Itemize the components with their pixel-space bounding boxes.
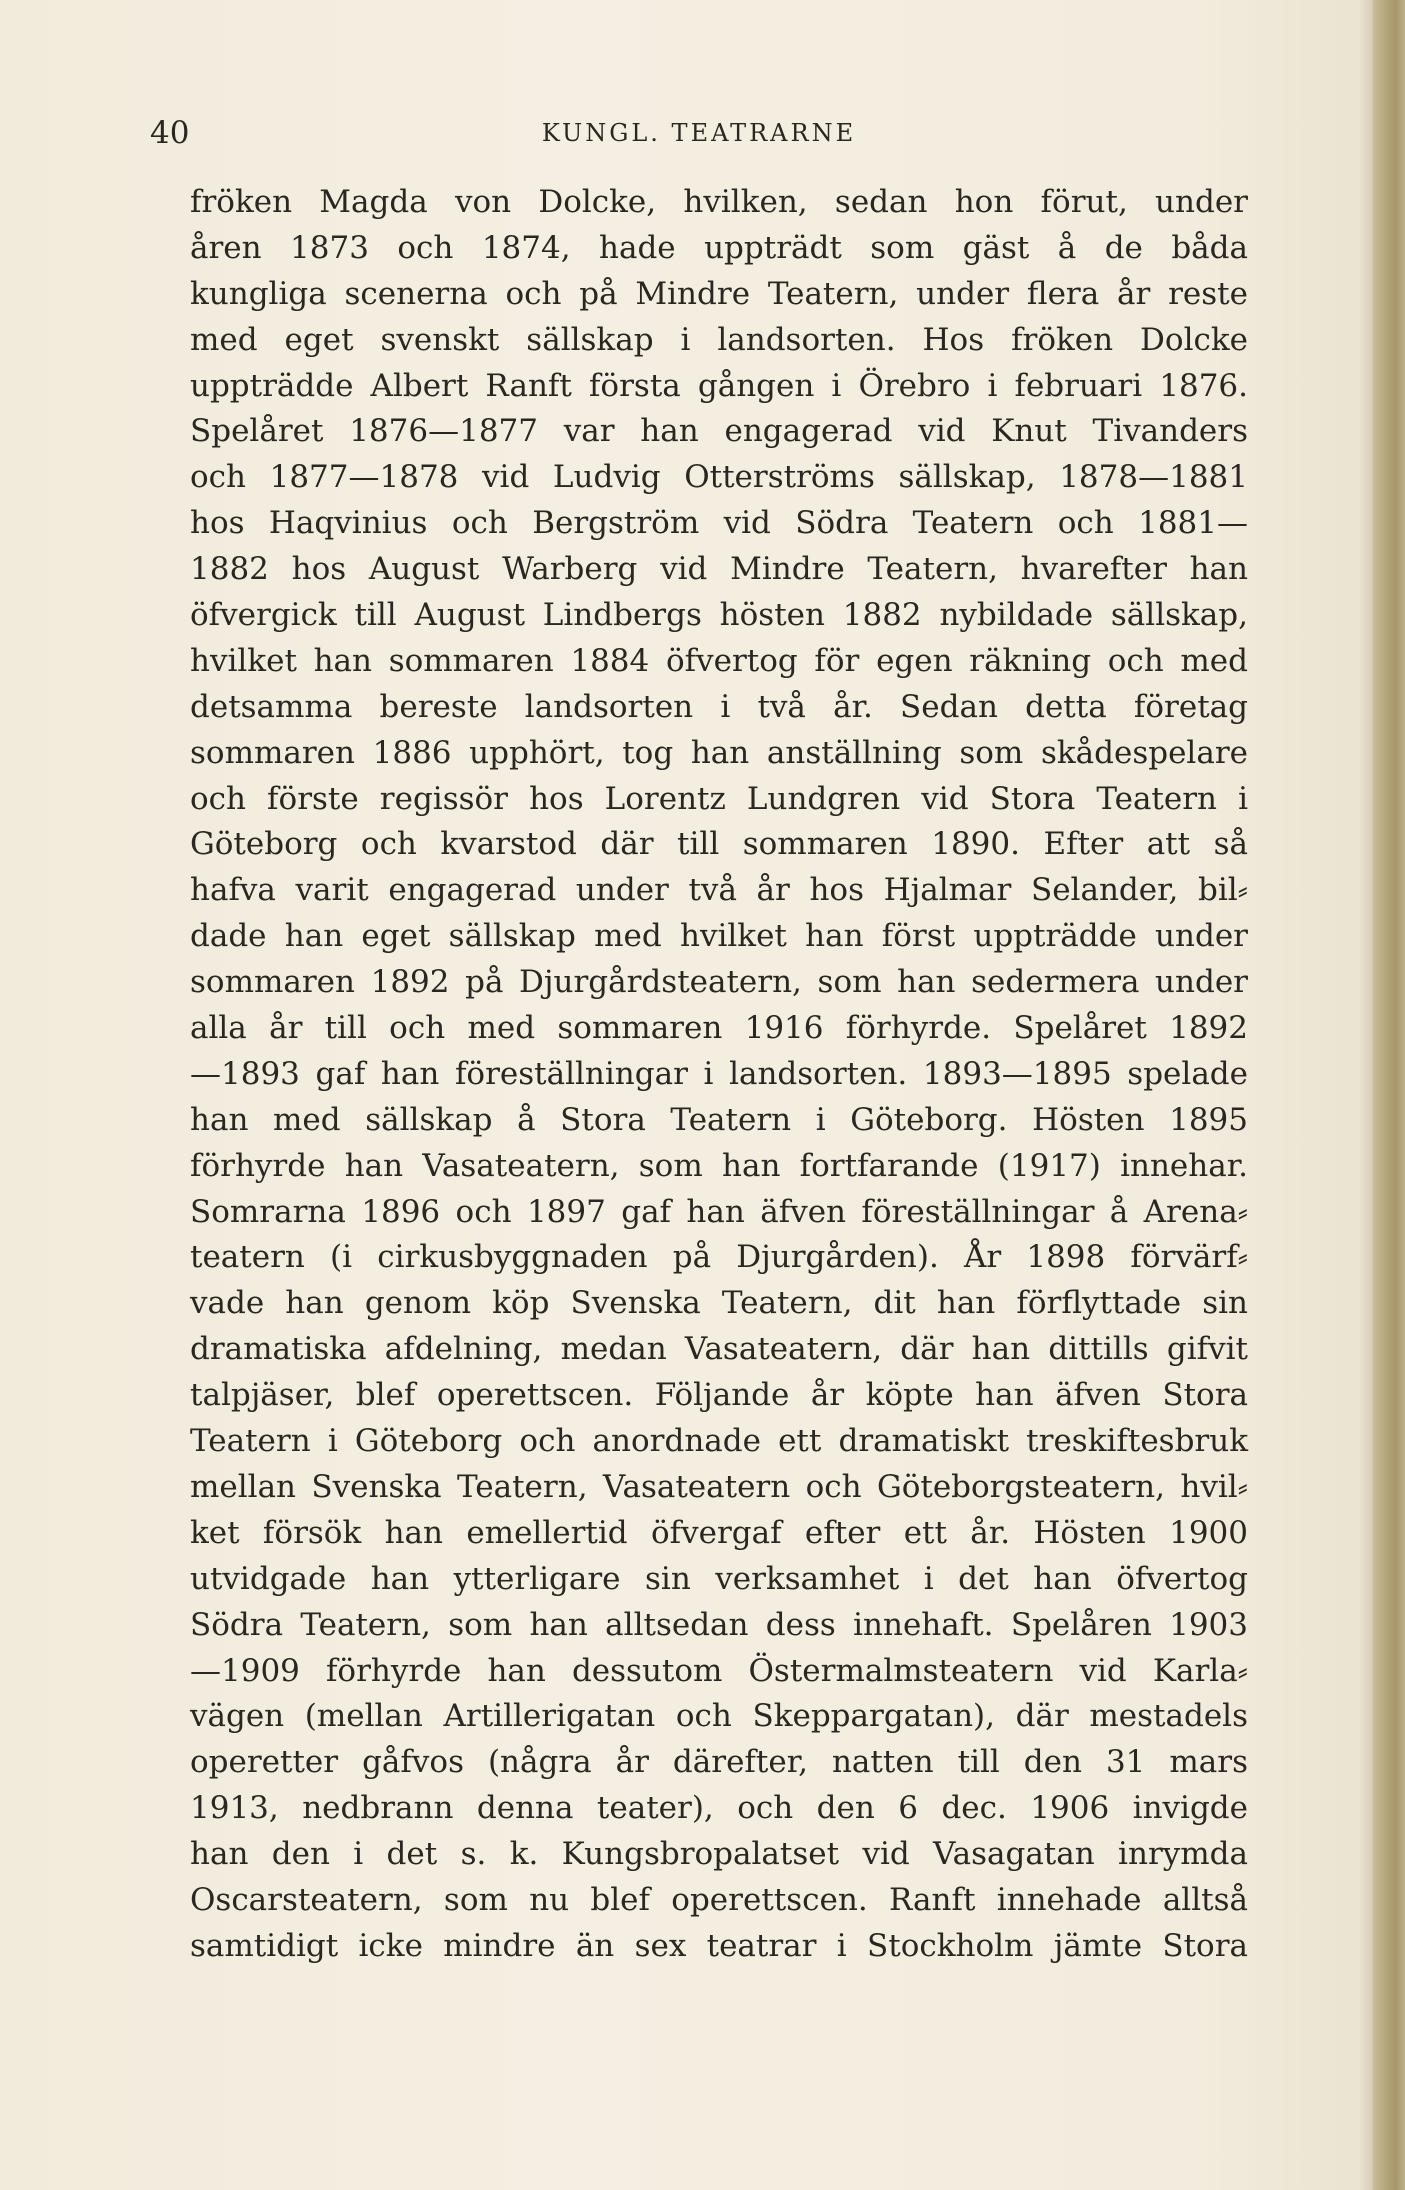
text-line: Somrarna 1896 och 1897 gaf han äfven föreställningar å Arena⸗ xyxy=(190,1193,1248,1230)
text-line: åren 1873 och 1874, hade uppträdt som gäst å de båda xyxy=(190,229,1248,266)
text-line: sommaren 1892 på Djurgårdsteatern, som han sedermera under xyxy=(190,964,1248,1001)
text-line: vägen (mellan Artillerigatan och Skeppargatan), där mestadels xyxy=(190,1698,1248,1735)
text-line: Spelåret 1876—1877 var han engagerad vid Knut Tivanders xyxy=(190,413,1248,450)
text-line: talpjäser, blef operettscen. Följande år köpte han äfven Stora xyxy=(190,1377,1248,1414)
text-line: operetter gåfvos (några år därefter, natten till den 31 mars xyxy=(190,1744,1248,1781)
text-line: Södra Teatern, som han alltsedan dess innehaft. Spelåren 1903 xyxy=(190,1606,1248,1643)
text-line: mellan Svenska Teatern, Vasateatern och Göteborgsteatern, hvil⸗ xyxy=(190,1468,1248,1505)
text-line: hafva varit engagerad under två år hos Hjalmar Selander, bil⸗ xyxy=(190,872,1248,909)
text-line: ket försök han emellertid öfvergaf efter ett år. Hösten 1900 xyxy=(190,1514,1248,1551)
page-number: 40 xyxy=(150,115,190,151)
text-line: teatern (i cirkusbyggnaden på Djurgården). År 1898 förvärf⸗ xyxy=(190,1239,1248,1276)
text-line: hos Haqvinius och Bergström vid Södra Teatern och 1881— xyxy=(190,505,1248,542)
text-line: och förste regissör hos Lorentz Lundgren vid Stora Teatern i xyxy=(190,780,1248,817)
text-line: Göteborg och kvarstod där till sommaren 1890. Efter att så xyxy=(190,826,1248,863)
text-line: 1913, nedbrann denna teater), och den 6 dec. 1906 invigde xyxy=(190,1790,1248,1827)
text-line: —1909 förhyrde han dessutom Östermalmsteatern vid Karla⸗ xyxy=(190,1652,1248,1689)
text-line: 1882 hos August Warberg vid Mindre Teatern, hvarefter han xyxy=(190,551,1248,588)
text-line: kungliga scenerna och på Mindre Teatern, under flera år reste xyxy=(190,275,1248,312)
text-line: vade han genom köp Svenska Teatern, dit han förflyttade sin xyxy=(190,1285,1248,1322)
text-line: Teatern i Göteborg och anordnade ett dramatiskt treskiftesbruk xyxy=(190,1423,1248,1460)
text-line: öfvergick till August Lindbergs hösten 1882 nybildade sällskap, xyxy=(190,597,1248,634)
text-line: dramatiska afdelning, medan Vasateatern, där han dittills gifvit xyxy=(190,1331,1248,1368)
page-gutter-shadow xyxy=(1359,0,1373,2190)
text-line: alla år till och med sommaren 1916 förhyrde. Spelåret 1892 xyxy=(190,1010,1248,1047)
text-line: han den i det s. k. Kungsbropalatset vid Vasagatan inrymda xyxy=(190,1836,1248,1873)
text-line: Oscarsteatern, som nu blef operettscen. Ranft innehade alltså xyxy=(190,1881,1248,1918)
running-head: KUNGL. TEATRARNE xyxy=(541,119,857,147)
text-line: fröken Magda von Dolcke, hvilken, sedan hon förut, under xyxy=(190,184,1248,220)
text-line: hvilket han sommaren 1884 öfvertog för egen räkning och med xyxy=(190,642,1248,679)
text-line: uppträdde Albert Ranft första gången i Örebro i februari 1876. xyxy=(190,367,1248,404)
text-line: han med sällskap å Stora Teatern i Göteborg. Hösten 1895 xyxy=(190,1101,1248,1138)
text-line: förhyrde han Vasateatern, som han fortfarande (1917) innehar. xyxy=(190,1147,1248,1184)
body-text xyxy=(190,180,1248,1970)
text-line: och 1877—1878 vid Ludvig Otterströms sällskap, 1878—1881 xyxy=(190,459,1248,496)
text-line: dade han eget sällskap med hvilket han först uppträdde under xyxy=(190,918,1248,955)
page-edge xyxy=(1373,0,1405,2190)
text-line: detsamma bereste landsorten i två år. Sedan detta företag xyxy=(190,688,1248,725)
text-line: —1893 gaf han föreställningar i landsorten. 1893—1895 spelade xyxy=(190,1055,1248,1092)
page-header xyxy=(150,113,1248,153)
text-line: samtidigt icke mindre än sex teatrar i Stockholm jämte Stora xyxy=(190,1927,1248,1964)
text-line: sommaren 1886 upphört, tog han anställning som skådespelare xyxy=(190,734,1248,771)
text-line: utvidgade han ytterligare sin verksamhet i det han öfvertog xyxy=(190,1560,1248,1597)
text-line: med eget svenskt sällskap i landsorten. Hos fröken Dolcke xyxy=(190,321,1248,358)
